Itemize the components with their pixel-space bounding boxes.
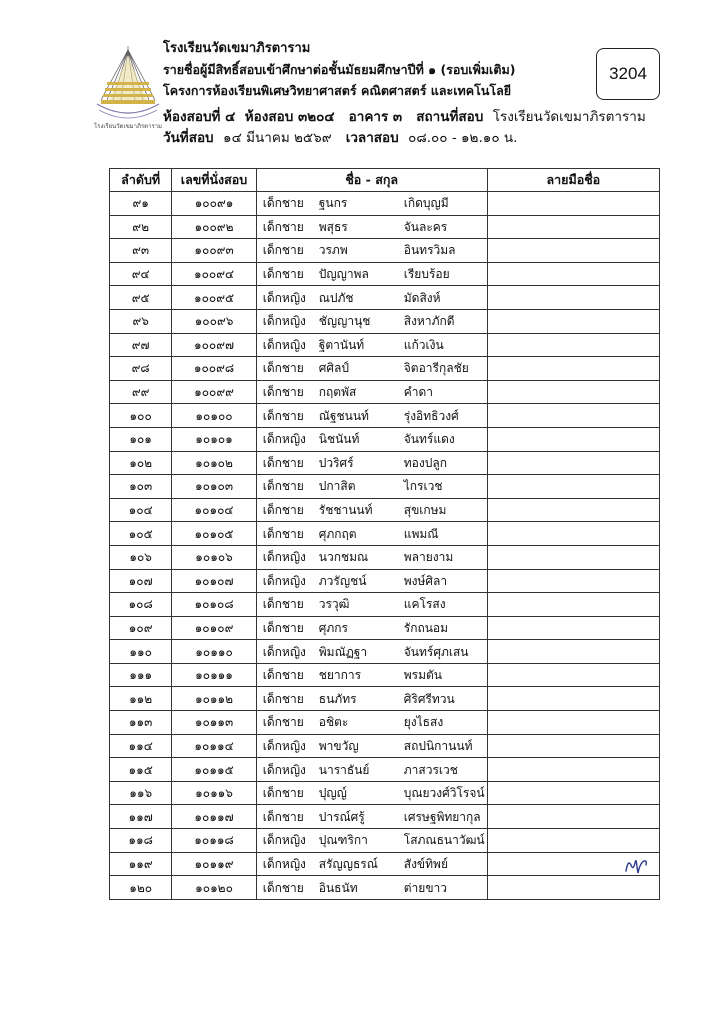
cell-seat: ๑๐๑๑๙ [172, 852, 256, 876]
cell-seat: ๑๐๑๐๐ [172, 404, 256, 428]
cell-order: ๑๑๗ [110, 805, 172, 829]
last-name: พลายงาม [403, 550, 454, 565]
room-label: ห้องสอบที่ ๔ [163, 109, 236, 125]
cell-name [256, 569, 487, 593]
cell-signature[interactable] [487, 593, 659, 617]
table-row [110, 593, 660, 617]
table-row [110, 522, 660, 546]
first-name: ชยาการ [318, 668, 362, 683]
first-name: ณัฐชนนท์ [318, 408, 369, 423]
table-row [110, 545, 660, 569]
first-name: พาขวัญ [318, 738, 359, 753]
table-row [110, 262, 660, 286]
project-title: โครงการห้องเรียนพิเศษวิทยาศาสตร์ คณิตศาสตร์ และเทคโนโลยี [163, 83, 512, 98]
cell-order: ๙๘ [110, 357, 172, 381]
name-title: เด็กชาย [262, 786, 304, 801]
first-name: ปุญญ์ [318, 786, 347, 801]
cell-seat: ๑๐๑๐๒ [172, 451, 256, 475]
cell-signature[interactable] [487, 309, 659, 333]
time-label: เวลาสอบ [345, 130, 399, 146]
cell-name [256, 309, 487, 333]
student-table [109, 168, 660, 900]
name-title: เด็กชาย [262, 385, 304, 400]
cell-name [256, 663, 487, 687]
table-row [110, 829, 660, 853]
table-row [110, 734, 660, 758]
cell-signature[interactable] [487, 262, 659, 286]
cell-order: ๙๔ [110, 262, 172, 286]
cell-seat: ๑๐๐๙๕ [172, 286, 256, 310]
first-name: วรวุฒิ [318, 597, 350, 612]
cell-seat: ๑๐๑๑๓ [172, 711, 256, 735]
cell-name [256, 734, 487, 758]
name-title: เด็กหญิง [262, 573, 306, 588]
cell-order: ๑๐๙ [110, 616, 172, 640]
cell-name [256, 616, 487, 640]
cell-seat: ๑๐๑๑๑ [172, 663, 256, 687]
cell-signature[interactable] [487, 286, 659, 310]
cell-signature[interactable] [487, 239, 659, 263]
name-title: เด็กหญิง [262, 550, 306, 565]
name-title: เด็กหญิง [262, 432, 306, 447]
last-name: โสภณธนาวัฒน์ [403, 833, 485, 848]
name-title: เด็กชาย [262, 455, 304, 470]
header-signature: ลายมือชื่อ [487, 169, 659, 192]
first-name: ปัญญาพล [318, 267, 369, 282]
first-name: ศุภกร [318, 620, 348, 635]
table-row [110, 805, 660, 829]
cell-order: ๑๐๓ [110, 475, 172, 499]
last-name: มัดสิงห์ [403, 290, 441, 305]
table-row [110, 663, 660, 687]
cell-signature[interactable] [487, 734, 659, 758]
last-name: สิงหาภักดี [403, 314, 455, 329]
cell-signature[interactable] [487, 427, 659, 451]
last-name: ทองปลูก [403, 455, 447, 470]
name-title: เด็กหญิง [262, 290, 306, 305]
first-name: วรภพ [318, 243, 348, 258]
name-title: เด็กหญิง [262, 337, 306, 352]
last-name: ต่ายขาว [403, 880, 447, 895]
table-row [110, 640, 660, 664]
cell-order: ๑๑๐ [110, 640, 172, 664]
cell-name [256, 192, 487, 216]
cell-seat: ๑๐๑๑๗ [172, 805, 256, 829]
venue-label: สถานที่สอบ [416, 109, 484, 125]
cell-signature[interactable] [487, 876, 659, 900]
header-seat: เลขที่นั่งสอบ [172, 169, 256, 192]
exam-date: ๑๔ มีนาคม ๒๕๖๙ [223, 130, 332, 146]
cell-order: ๙๑ [110, 192, 172, 216]
name-title: เด็กชาย [262, 691, 304, 706]
table-row [110, 192, 660, 216]
last-name: ศิริศรีทวน [403, 691, 455, 706]
cell-seat: ๑๐๑๑๖ [172, 781, 256, 805]
last-name: เศรษฐพิทยากุล [403, 809, 481, 824]
room-number-box: 3204 [596, 48, 660, 100]
name-title: เด็กชาย [262, 620, 304, 635]
table-row [110, 876, 660, 900]
date-label: วันที่สอบ [163, 130, 214, 146]
cell-order: ๑๑๒ [110, 687, 172, 711]
exam-room: ห้องสอบ ๓๒๐๔ [244, 109, 335, 125]
cell-signature[interactable] [487, 357, 659, 381]
cell-seat: ๑๐๑๑๕ [172, 758, 256, 782]
first-name: นวกชมณ [318, 550, 369, 565]
name-title: เด็กหญิง [262, 833, 306, 848]
cell-seat: ๑๐๑๐๗ [172, 569, 256, 593]
cell-signature[interactable] [487, 333, 659, 357]
first-name: อินธนัท [318, 880, 358, 895]
school-logo [93, 42, 163, 130]
table-row [110, 781, 660, 805]
first-name: ปารณ์ศรู้ [318, 809, 365, 824]
cell-signature[interactable] [487, 215, 659, 239]
first-name: ปกาสิต [318, 479, 356, 494]
cell-seat: ๑๐๐๙๗ [172, 333, 256, 357]
cell-name [256, 758, 487, 782]
cell-order: ๑๐๘ [110, 593, 172, 617]
name-title: เด็กหญิง [262, 644, 306, 659]
cell-order: ๙๙ [110, 380, 172, 404]
cell-order: ๑๐๐ [110, 404, 172, 428]
first-name: ภวรัญชน์ [318, 573, 367, 588]
signature-mark [622, 853, 652, 879]
last-name: รุ่งอิทธิวงศ์ [403, 408, 459, 423]
cell-order: ๙๖ [110, 309, 172, 333]
table-row [110, 333, 660, 357]
cell-signature[interactable] [487, 829, 659, 853]
name-title: เด็กชาย [262, 479, 304, 494]
cell-signature[interactable] [487, 616, 659, 640]
first-name: ฐนกร [318, 196, 348, 211]
first-name: ปวริศร์ [318, 455, 354, 470]
header-name: ชื่อ - สกุล [256, 169, 487, 192]
cell-signature[interactable] [487, 758, 659, 782]
cell-seat: ๑๐๐๙๒ [172, 215, 256, 239]
first-name: ธนภัทร [318, 691, 357, 706]
cell-name [256, 239, 487, 263]
cell-seat: ๑๐๐๙๔ [172, 262, 256, 286]
cell-signature[interactable] [487, 522, 659, 546]
cell-order: ๙๒ [110, 215, 172, 239]
cell-name [256, 451, 487, 475]
cell-name [256, 876, 487, 900]
last-name: รักถนอม [403, 620, 449, 635]
name-title: เด็กชาย [262, 243, 304, 258]
cell-name [256, 215, 487, 239]
cell-order: ๑๐๖ [110, 545, 172, 569]
last-name: ยุงไธสง [403, 715, 444, 730]
name-title: เด็กหญิง [262, 856, 306, 871]
last-name: แพมณี [403, 526, 439, 541]
last-name: สังข์ทิพย์ [403, 856, 448, 871]
first-name: ฐิตานันท์ [318, 337, 365, 352]
last-name: จันละคร [403, 219, 448, 234]
cell-name [256, 522, 487, 546]
name-title: เด็กชาย [262, 668, 304, 683]
first-name: รัชชานนท์ [318, 503, 373, 518]
building: อาคาร ๓ [348, 109, 403, 125]
first-name: กฤตพัส [318, 385, 357, 400]
cell-order: ๑๑๕ [110, 758, 172, 782]
table-row [110, 380, 660, 404]
cell-name [256, 475, 487, 499]
first-name: ณปภัช [318, 290, 354, 305]
name-title: เด็กชาย [262, 880, 304, 895]
cell-seat: ๑๐๐๙๙ [172, 380, 256, 404]
cell-name [256, 357, 487, 381]
last-name: คำดา [403, 385, 434, 400]
list-title: รายชื่อผู้มีสิทธิ์สอบเข้าศึกษาต่อชั้นมัธยมศึกษาปีที่ ๑ (รอบเพิ่มเติม) [163, 62, 516, 77]
cell-order: ๙๗ [110, 333, 172, 357]
cell-name [256, 286, 487, 310]
name-title: เด็กชาย [262, 408, 304, 423]
table-row [110, 711, 660, 735]
last-name: พงษ์ศิลา [403, 573, 448, 588]
name-title: เด็กหญิง [262, 314, 306, 329]
table-row [110, 309, 660, 333]
last-name: สุขเกษม [403, 503, 447, 518]
name-title: เด็กชาย [262, 503, 304, 518]
cell-signature[interactable] [487, 569, 659, 593]
name-title: เด็กหญิง [262, 762, 306, 777]
cell-seat: ๑๐๑๑๘ [172, 829, 256, 853]
first-name: ศุภกฤต [318, 526, 357, 541]
cell-name [256, 545, 487, 569]
table-body [110, 192, 660, 900]
name-title: เด็กชาย [262, 597, 304, 612]
cell-name [256, 498, 487, 522]
cell-signature[interactable] [487, 192, 659, 216]
cell-order: ๑๑๖ [110, 781, 172, 805]
cell-name [256, 640, 487, 664]
cell-seat: ๑๐๑๐๖ [172, 545, 256, 569]
last-name: เรียบร้อย [403, 267, 450, 282]
first-name: พสุธร [318, 219, 348, 234]
first-name: อชิตะ [318, 715, 349, 730]
cell-signature[interactable] [487, 640, 659, 664]
last-name: แก้วเงิน [403, 337, 444, 352]
last-name: จันทร์แดง [403, 432, 455, 447]
cell-order: ๑๑๔ [110, 734, 172, 758]
cell-order: ๑๐๔ [110, 498, 172, 522]
cell-signature[interactable] [487, 781, 659, 805]
cell-order: ๑๐๑ [110, 427, 172, 451]
last-name: สถปนิกานนท์ [403, 738, 473, 753]
table-row [110, 215, 660, 239]
cell-order: ๑๐๒ [110, 451, 172, 475]
last-name: ไกรเวช [403, 479, 443, 494]
logo-caption: โรงเรียนวัดเขมาภิรตาราม [94, 123, 162, 130]
table-row [110, 239, 660, 263]
first-name: พิมณัฏฐา [318, 644, 368, 659]
cell-name [256, 829, 487, 853]
school-name: โรงเรียนวัดเขมาภิรตาราม [163, 41, 311, 56]
last-name: แคโรสง [403, 597, 446, 612]
last-name: เกิดบุญมี [403, 196, 449, 211]
table-row [110, 616, 660, 640]
cell-seat: ๑๐๑๐๑ [172, 427, 256, 451]
cell-signature[interactable] [487, 805, 659, 829]
table-row [110, 286, 660, 310]
cell-signature[interactable] [487, 451, 659, 475]
cell-signature[interactable] [487, 663, 659, 687]
cell-seat: ๑๐๑๑๒ [172, 687, 256, 711]
cell-name [256, 711, 487, 735]
cell-name [256, 687, 487, 711]
table-row [110, 687, 660, 711]
cell-name [256, 427, 487, 451]
first-name: นิชนันท์ [318, 432, 360, 447]
first-name: สรัญญธรณ์ [318, 856, 378, 871]
cell-order: ๑๑๓ [110, 711, 172, 735]
cell-seat: ๑๐๑๐๓ [172, 475, 256, 499]
name-title: เด็กชาย [262, 526, 304, 541]
cell-signature[interactable] [487, 404, 659, 428]
last-name: อินทรวิมล [403, 243, 456, 258]
name-title: เด็กชาย [262, 715, 304, 730]
cell-name [256, 262, 487, 286]
last-name: บุณยวงศ์วิโรจน์ [403, 786, 485, 801]
cell-name [256, 852, 487, 876]
cell-seat: ๑๐๑๑๐ [172, 640, 256, 664]
cell-name [256, 333, 487, 357]
cell-order: ๑๑๑ [110, 663, 172, 687]
table-row [110, 758, 660, 782]
cell-signature[interactable] [487, 687, 659, 711]
cell-name [256, 380, 487, 404]
last-name: พรมตัน [403, 668, 443, 683]
first-name: ชัญญานุช [318, 314, 371, 329]
exam-time: ๐๘.๐๐ - ๑๒.๑๐ น. [408, 130, 518, 146]
cell-signature[interactable] [487, 475, 659, 499]
table-row [110, 451, 660, 475]
first-name: ปุณฑริกา [318, 833, 368, 848]
last-name: ภาสวรเวช [403, 762, 458, 777]
table-row [110, 569, 660, 593]
cell-order: ๑๒๐ [110, 876, 172, 900]
cell-order: ๙๕ [110, 286, 172, 310]
table-header-row [110, 169, 660, 192]
last-name: จันทร์ศุภเสน [403, 644, 469, 659]
cell-name [256, 781, 487, 805]
table-row [110, 852, 660, 876]
name-title: เด็กชาย [262, 809, 304, 824]
table-row [110, 357, 660, 381]
cell-name [256, 404, 487, 428]
cell-order: ๙๓ [110, 239, 172, 263]
cell-seat: ๑๐๐๙๓ [172, 239, 256, 263]
cell-signature[interactable] [487, 545, 659, 569]
cell-seat: ๑๐๑๐๙ [172, 616, 256, 640]
cell-signature[interactable] [487, 498, 659, 522]
cell-name [256, 593, 487, 617]
name-title: เด็กชาย [262, 219, 304, 234]
last-name: จิตอารีกุลชัย [403, 361, 469, 376]
cell-name [256, 805, 487, 829]
name-title: เด็กหญิง [262, 738, 306, 753]
cell-order: ๑๐๗ [110, 569, 172, 593]
cell-seat: ๑๐๑๐๘ [172, 593, 256, 617]
name-title: เด็กชาย [262, 267, 304, 282]
first-name: ศศิลป์ [318, 361, 349, 376]
name-title: เด็กชาย [262, 196, 304, 211]
cell-order: ๑๐๕ [110, 522, 172, 546]
cell-order: ๑๑๘ [110, 829, 172, 853]
cell-seat: ๑๐๑๒๐ [172, 876, 256, 900]
cell-signature[interactable] [487, 711, 659, 735]
room-line [163, 109, 646, 125]
cell-seat: ๑๐๐๙๑ [172, 192, 256, 216]
header-order: ลำดับที่ [110, 169, 172, 192]
cell-seat: ๑๐๑๑๔ [172, 734, 256, 758]
first-name: นาราธันย์ [318, 762, 370, 777]
table-row [110, 404, 660, 428]
cell-seat: ๑๐๑๐๔ [172, 498, 256, 522]
cell-seat: ๑๐๐๙๖ [172, 309, 256, 333]
cell-seat: ๑๐๐๙๘ [172, 357, 256, 381]
name-title: เด็กชาย [262, 361, 304, 376]
date-line [163, 130, 517, 146]
cell-signature[interactable] [487, 380, 659, 404]
table-row [110, 475, 660, 499]
venue: โรงเรียนวัดเขมาภิรตาราม [492, 109, 646, 125]
cell-order: ๑๑๙ [110, 852, 172, 876]
table-row [110, 427, 660, 451]
cell-seat: ๑๐๑๐๕ [172, 522, 256, 546]
table-row [110, 498, 660, 522]
